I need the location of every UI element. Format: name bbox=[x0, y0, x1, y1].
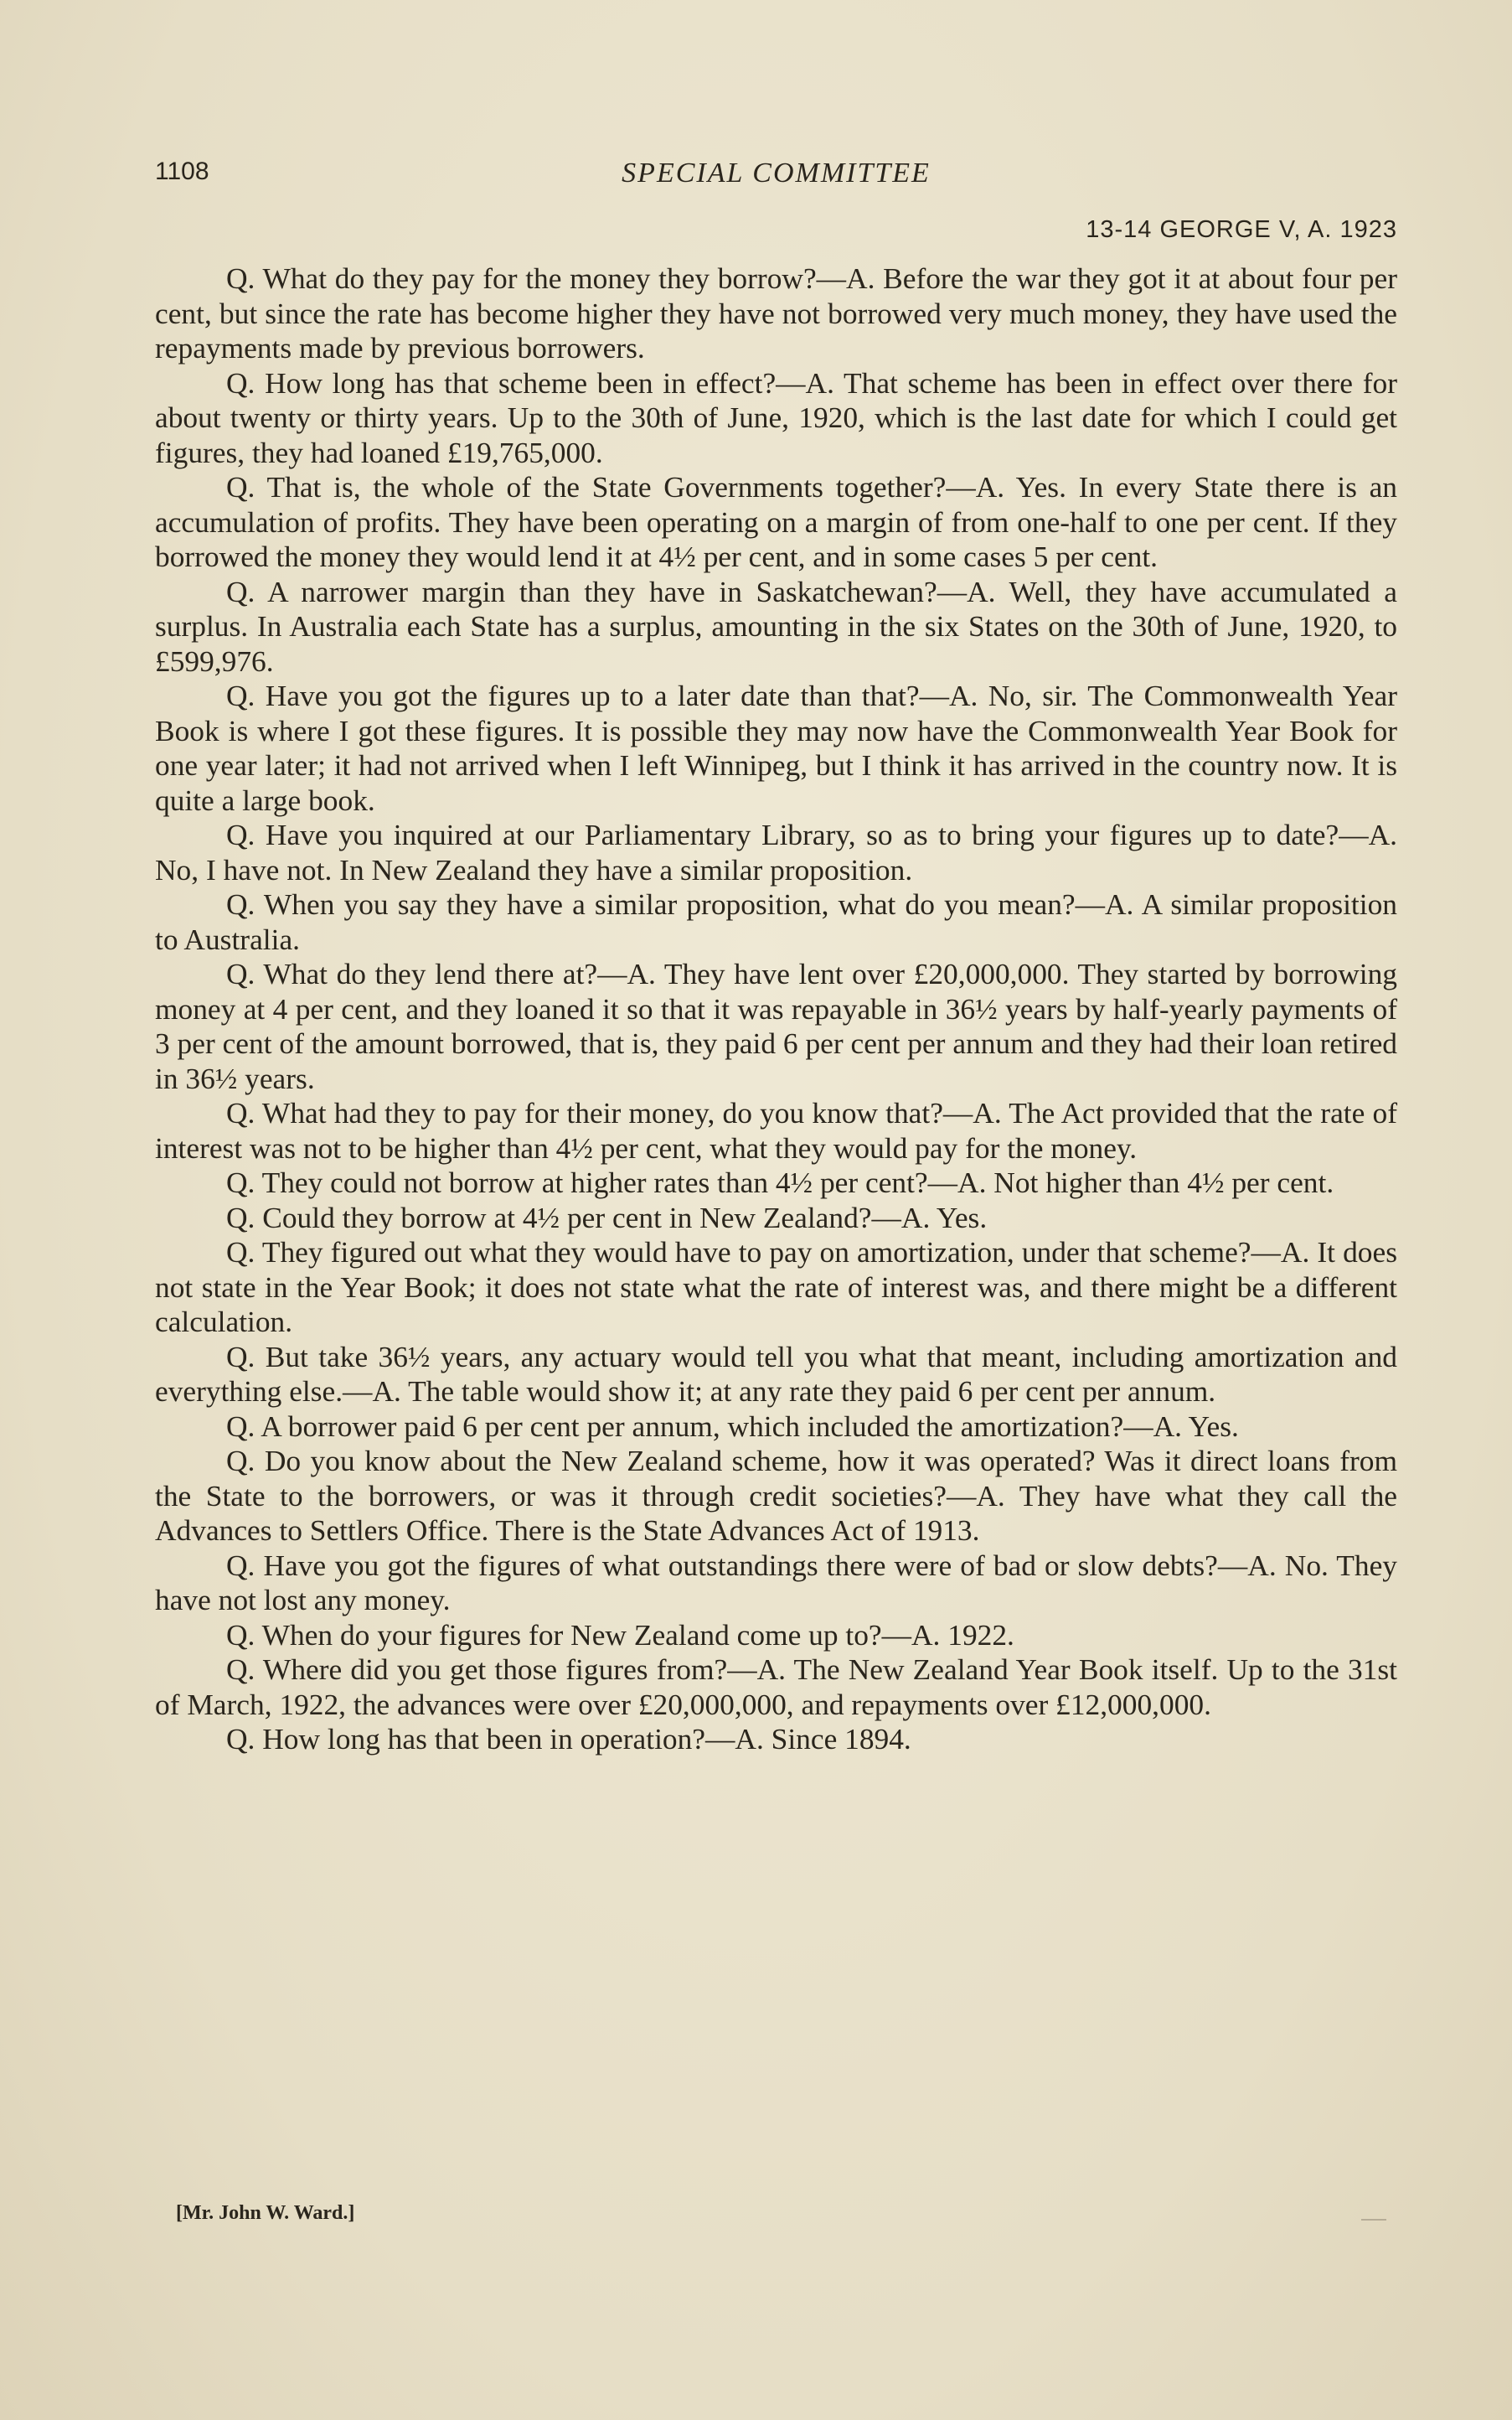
running-title: SPECIAL COMMITTEE bbox=[622, 158, 931, 189]
paragraph: Q. A borrower paid 6 per cent per annum, which included the amortization?—A. Yes. bbox=[226, 1409, 1239, 1443]
print-mark bbox=[1361, 2219, 1386, 2221]
paragraph: Q. How long has that been in operation?—A. Since 1894. bbox=[226, 1722, 911, 1756]
body-text bbox=[155, 261, 1397, 1757]
paragraph: Q. Where did you get those figures from?—A. The New Zealand Year Book itself. Up to the 31st of March, 1922, the advances were over £20,000,000, and repayments over £12,000,000. bbox=[155, 1652, 1397, 1721]
paragraph: Q. Have you got the figures of what outstandings there were of bad or slow debts?—A. No. They have not lost any money. bbox=[155, 1548, 1397, 1616]
paragraph: Q. What had they to pay for their money, do you know that?—A. The Act provided that the rate of interest was not to be higher than 4½ per cent, what they would pay for the money. bbox=[155, 1096, 1397, 1165]
paragraph: Q. How long has that scheme been in effect?—A. That scheme has been in effect over there for about twenty or thirty years. Up to the 30th of June, 1920, which is the last date for which I could get figures, they had loaned £19,765,000. bbox=[155, 365, 1397, 469]
paragraph: Q. They could not borrow at higher rates than 4½ per cent?—A. Not higher than 4½ per cent. bbox=[226, 1166, 1334, 1199]
paragraph: Q. That is, the whole of the State Governments together?—A. Yes. In every State there is an accumulation of profits. They have been operating on a margin of from one-half to one per cent. If they borrowed the money they would lend it at 4½ per cent, and in some cases 5 per cent. bbox=[155, 470, 1397, 573]
paragraph: Q. A narrower margin than they have in Saskatchewan?—A. Well, they have accumulated a surplus. In Australia each State has a surplus, amounting in the six States on the 30th of June, 1920, to £599,976. bbox=[155, 574, 1397, 678]
paragraph: Q. Have you inquired at our Parliamentary Library, so as to bring your figures up to date?—A. No, I have not. In New Zealand they have a similar proposition. bbox=[155, 818, 1397, 887]
paragraph: Q. They figured out what they would have to pay on amortization, under that scheme?—A. It does not state in the Year Book; it does not state what the rate of interest was, and there might be a different calculation. bbox=[155, 1235, 1397, 1338]
page-header bbox=[155, 158, 1397, 198]
session-label: 13-14 GEORGE V, A. 1923 bbox=[1086, 216, 1397, 243]
page-number: 1108 bbox=[155, 158, 209, 185]
paragraph: Q. Do you know about the New Zealand scheme, how it was operated? Was it direct loans from the State to the borrowers, or was it through credit societies?—A. They have what they call the Advances to Settlers Office. There is the State Advances Act of 1913. bbox=[155, 1444, 1397, 1547]
paragraph: Q. But take 36½ years, any actuary would tell you what that meant, including amortization and everything else.—A. The table would show it; at any rate they paid 6 per cent per annum. bbox=[155, 1339, 1397, 1408]
paragraph: Q. Could they borrow at 4½ per cent in New Zealand?—A. Yes. bbox=[226, 1200, 988, 1234]
paragraph: Q. Have you got the figures up to a later date than that?—A. No, sir. The Commonwealth Year Book is where I got these figures. It is possible they may now have the Commonwealth Year Book for one year later; it had not arrived when I left Winnipeg, but I think it has arrived in the country now. It is quite a large book. bbox=[155, 679, 1397, 817]
paragraph: Q. What do they pay for the money they borrow?—A. Before the war they got it at about four per cent, but since the rate has become higher they have not borrowed very much money, they have used the repayments made by previous borrowers. bbox=[155, 261, 1397, 365]
paragraph: Q. When you say they have a similar proposition, what do you mean?—A. A similar proposition to Australia. bbox=[155, 887, 1397, 956]
paragraph: Q. When do your figures for New Zealand come up to?—A. 1922. bbox=[226, 1617, 1014, 1652]
speaker-note: [Mr. John W. Ward.] bbox=[176, 2202, 355, 2224]
paragraph: Q. What do they lend there at?—A. They have lent over £20,000,000. They started by borrowing money at 4 per cent, and they loaned it so that it was repayable in 36½ years by half-yearly payments of 3 per cent of the amount borrowed, that is, they paid 6 per cent per annum and they had their loan retired in 36½ years. bbox=[155, 957, 1397, 1095]
